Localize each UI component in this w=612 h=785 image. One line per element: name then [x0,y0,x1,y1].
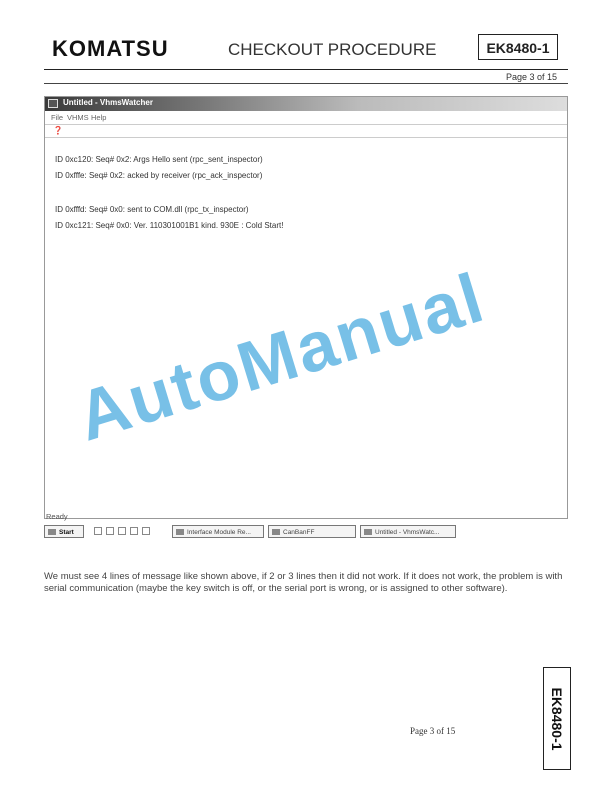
side-tab [543,667,571,770]
instruction-paragraph: We must see 4 lines of message like shown above, if 2 or 3 lines then it did not work. If it does not work, the problem is with serial communication (maybe the key switch is off, or the serial port is wrong, or is assigned to other software). [44,571,563,594]
menu-file[interactable]: File [51,113,64,122]
status-bar: Ready [46,512,68,521]
task-vhmswatcher[interactable]: Untitled - VhmsWatc... [360,525,456,538]
toolbar [45,125,567,138]
menu-help[interactable]: Help [91,113,107,122]
log-line: ID 0xc120: Seq# 0x2: Args Hello sent (rpc_sent_inspector) [55,155,263,164]
start-button[interactable]: Start [44,525,84,538]
page-number-bottom: Page 3 of 15 [410,726,456,736]
log-line: ID 0xfffd: Seq# 0x0: sent to COM.dll (rpc_tx_inspector) [55,205,249,214]
log-line: ID 0xc121: Seq# 0x0: Ver. 110301001B1 kind. 930E : Cold Start! [55,221,284,230]
app-icon [176,529,184,535]
header-rule-lower [44,83,568,84]
side-doc-code: EK8480-1 [549,686,565,751]
task-canbanff[interactable]: CanBanFF [268,525,356,538]
window-titlebar[interactable] [45,97,567,111]
quicklaunch-icon[interactable] [94,527,102,535]
document-title: CHECKOUT PROCEDURE [228,40,437,59]
document-code: EK8480-1 [478,34,558,60]
windows-icon [48,529,56,535]
task-interface-module[interactable]: Interface Module Re... [172,525,264,538]
app-window [44,96,568,519]
menu-vhms[interactable]: VHMS [67,113,89,122]
help-icon[interactable]: ❓ [53,126,63,135]
app-icon [364,529,372,535]
quicklaunch-icon[interactable] [106,527,114,535]
brand-logo: KOMATSU [52,36,169,61]
app-icon [48,99,58,108]
quicklaunch-icon[interactable] [142,527,150,535]
quicklaunch-icon[interactable] [118,527,126,535]
log-line: ID 0xfffe: Seq# 0x2: acked by receiver (rpc_ack_inspector) [55,171,263,180]
menu-bar [45,111,567,125]
app-icon [272,529,280,535]
quicklaunch-icon[interactable] [130,527,138,535]
header-rule [44,69,568,70]
window-title: Untitled - VhmsWatcher [63,98,153,107]
taskbar [44,524,568,540]
page-number-top: Page 3 of 15 [506,72,558,82]
watermark: AutoManual [68,258,494,456]
